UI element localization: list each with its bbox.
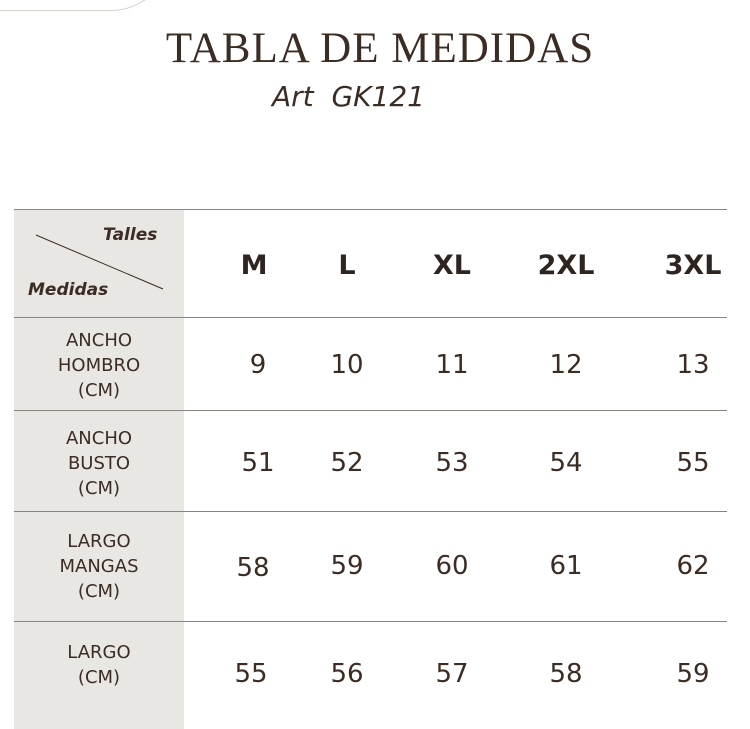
size-header: 2XL	[537, 250, 595, 281]
row-label-line: (CM)	[77, 580, 121, 602]
size-header: XL	[432, 250, 472, 281]
row-label-ancho-busto	[14, 424, 184, 502]
table-cell: 59	[676, 659, 710, 689]
row-label-line: LARGO	[67, 530, 131, 552]
table-divider	[14, 511, 727, 512]
table-cell: 59	[330, 551, 364, 581]
row-label-line: BUSTO	[67, 452, 131, 474]
table-cell: 62	[676, 551, 710, 581]
row-label-line: HOMBRO	[57, 354, 141, 376]
table-cell: 9	[249, 350, 267, 380]
table-cell: 10	[330, 350, 364, 380]
diagonal-divider	[14, 210, 184, 317]
size-header: L	[338, 250, 356, 281]
row-label-largo-mangas	[14, 527, 184, 605]
table-cell: 13	[676, 350, 710, 380]
size-header: M	[240, 250, 268, 281]
row-label-line: (CM)	[77, 477, 121, 499]
corner-label-sizes: Talles	[103, 225, 158, 245]
table-cell: 58	[236, 553, 270, 583]
table-cell: 56	[330, 659, 364, 689]
article-code: Art GK121	[272, 80, 425, 113]
table-divider	[14, 317, 727, 318]
table-cell: 11	[435, 350, 469, 380]
table-cell: 60	[435, 551, 469, 581]
table-cell: 51	[241, 448, 275, 478]
table-cell: 57	[435, 659, 469, 689]
table-cell: 58	[549, 659, 583, 689]
table-divider	[14, 410, 727, 411]
table-cell: 52	[330, 448, 364, 478]
row-label-largo	[14, 639, 184, 691]
row-label-line: ANCHO	[65, 329, 133, 351]
corner-label-measures: Medidas	[28, 280, 109, 300]
table-cell: 61	[549, 551, 583, 581]
row-label-ancho-hombro	[14, 326, 184, 404]
row-label-line: MANGAS	[59, 555, 139, 577]
table-cell: 12	[549, 350, 583, 380]
page-title: TABLA DE MEDIDAS	[165, 25, 595, 72]
table-cell: 55	[234, 659, 268, 689]
size-header: 3XL	[664, 250, 722, 281]
row-label-line: (CM)	[77, 667, 121, 688]
table-cell: 54	[549, 448, 583, 478]
table-corner-cell	[14, 210, 184, 317]
row-label-line: ANCHO	[65, 427, 133, 449]
table-cell: 55	[676, 448, 710, 478]
row-label-line: (CM)	[77, 379, 121, 401]
table-cell: 53	[435, 448, 469, 478]
decorative-corner-arc	[0, 0, 171, 11]
row-label-line: LARGO	[67, 642, 131, 663]
table-divider	[14, 621, 727, 622]
